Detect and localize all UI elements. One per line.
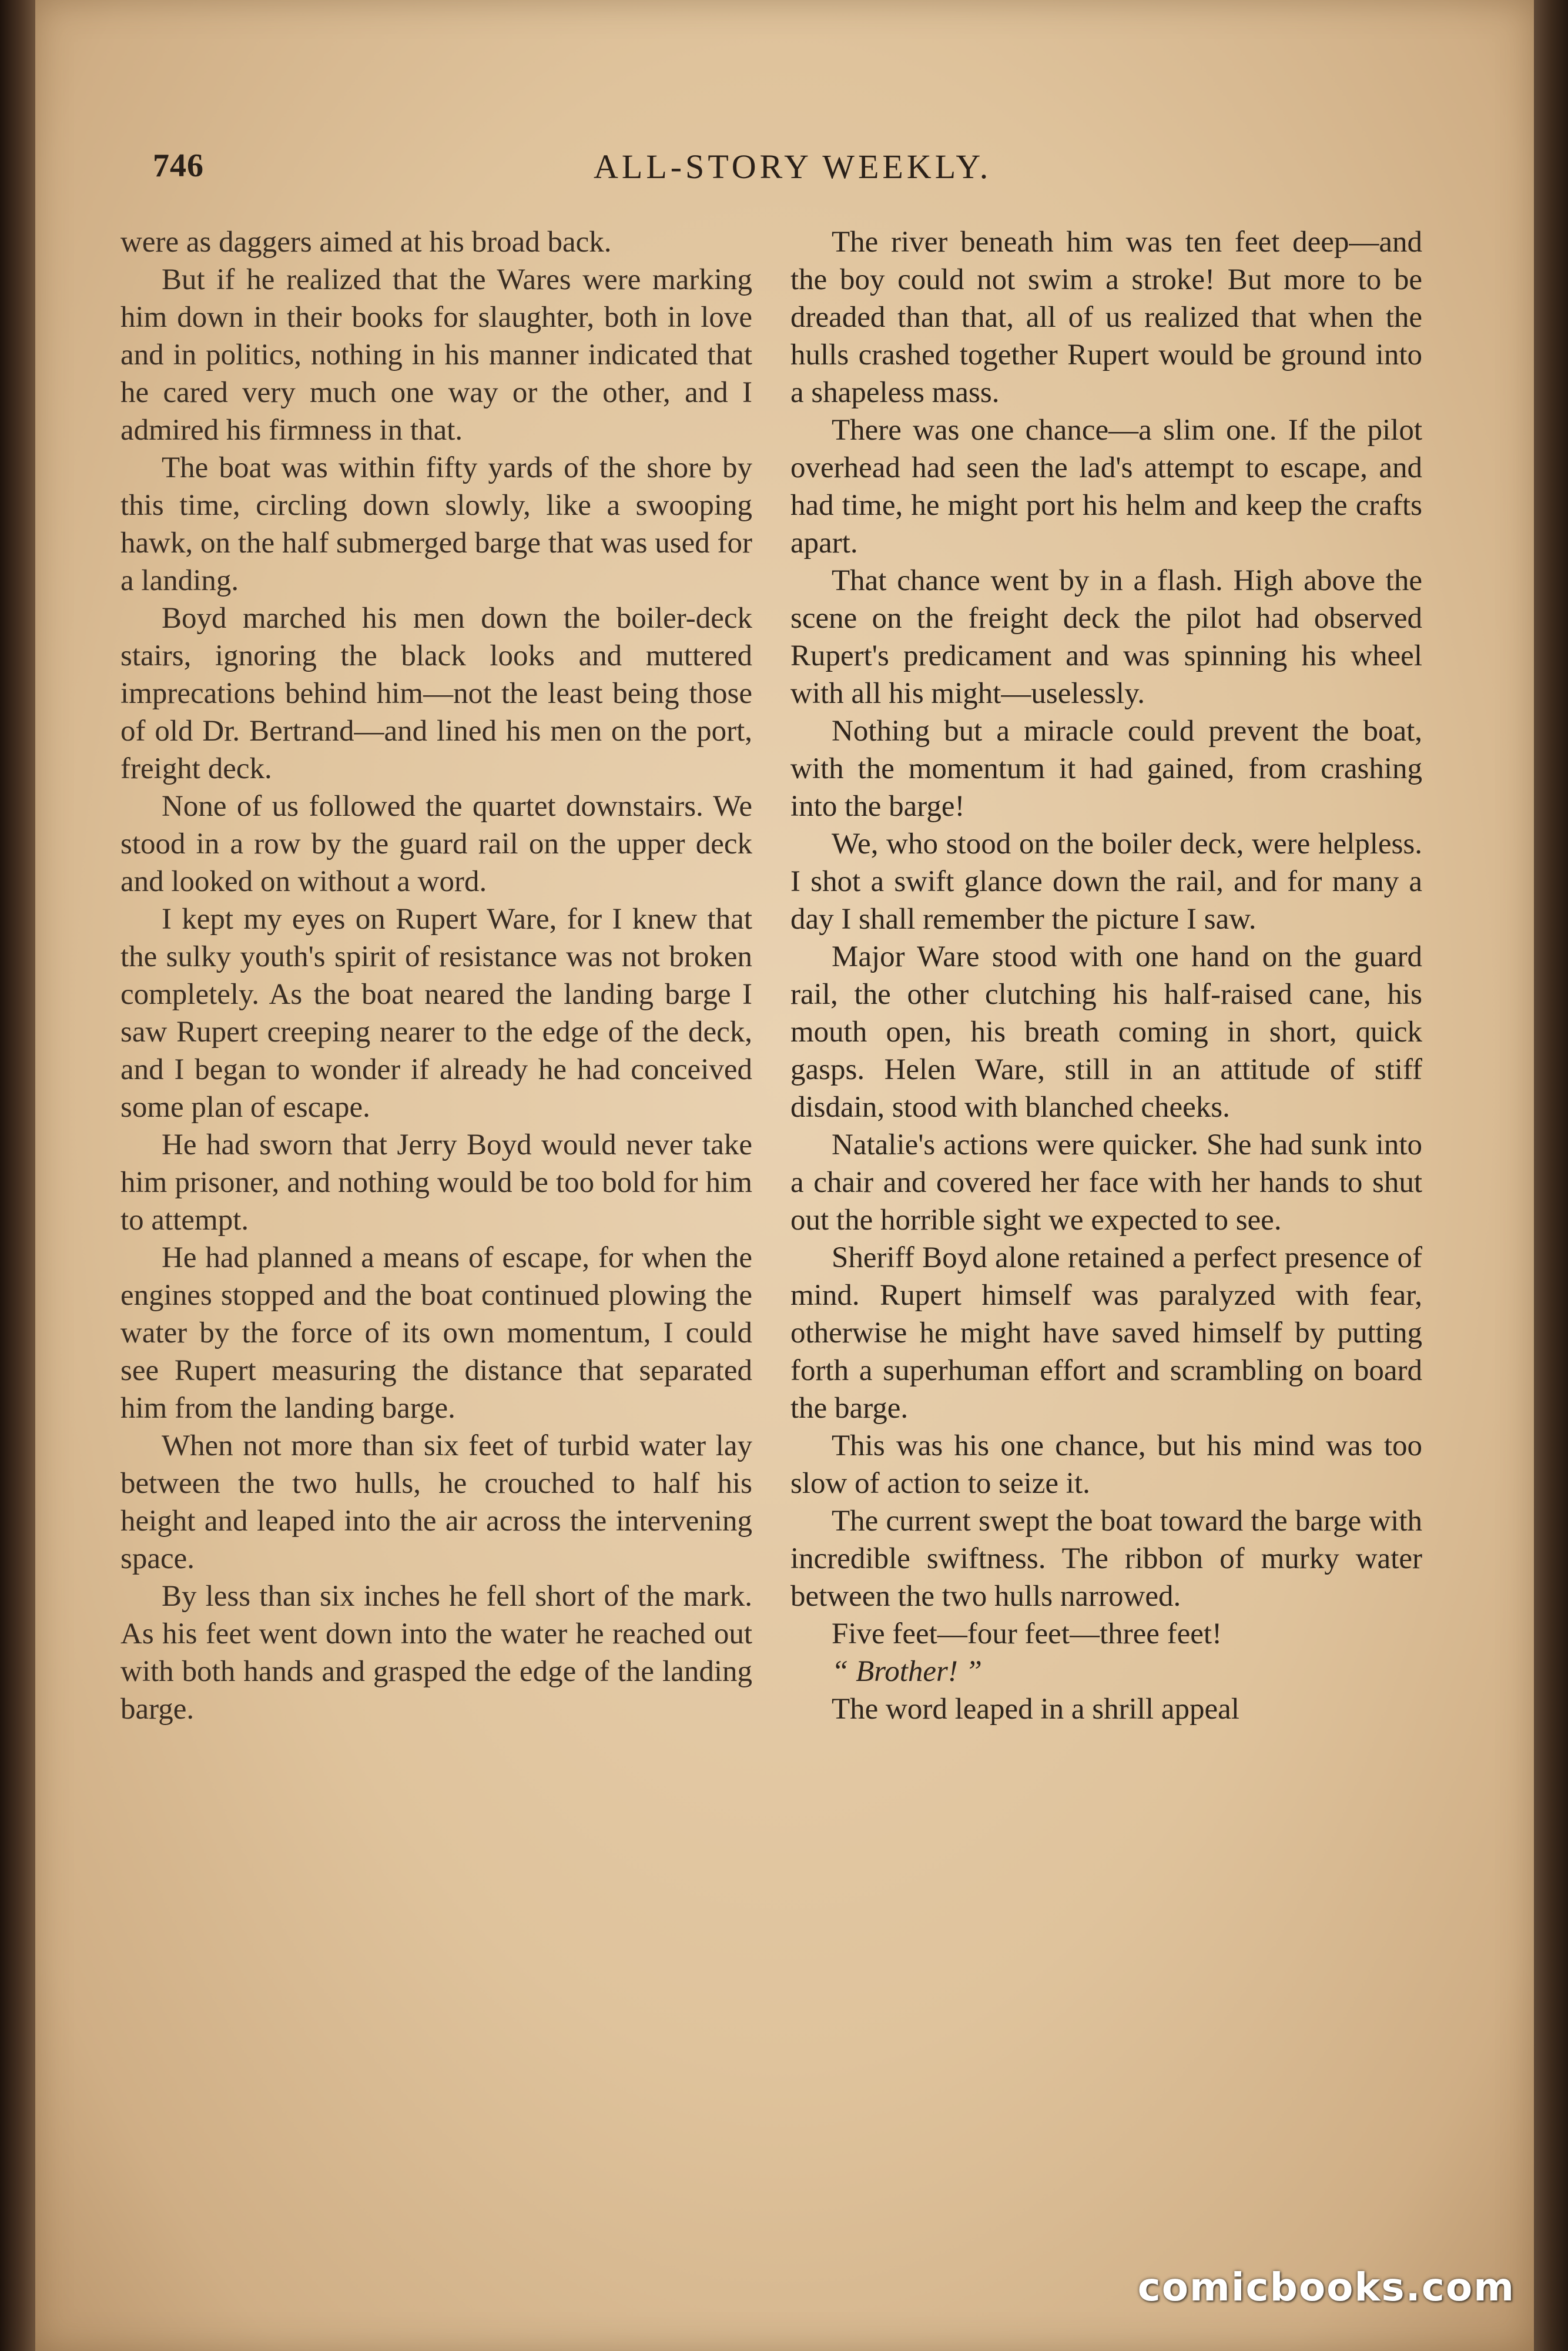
right-column: [790, 223, 1422, 1728]
paragraph: We, who stood on the boiler deck, were helpless. I shot a swift glance down the rail, and for many a day I shall remember the picture I saw.: [790, 828, 1422, 936]
paragraph: That chance went by in a flash. High above the scene on the freight deck the pilot had observed Rupert's predicament and was spinning his wheel with all his might—uselessly.: [790, 564, 1422, 710]
page-number: 746: [153, 148, 204, 184]
paragraph: He had planned a means of escape, for when the engines stopped and the boat continued plowing the water by the force of its own momentum, I could see Rupert measuring the distance that separated him from the landing barge.: [120, 1241, 752, 1425]
paragraph: I kept my eyes on Rupert Ware, for I knew that the sulky youth's spirit of resistance was not broken completely. As the boat neared the landing barge I saw Rupert creeping nearer to the edge of the deck, and I began to wonder if already he had conceived some plan of escape.: [120, 903, 752, 1124]
paragraph: The current swept the boat toward the barge with incredible swiftness. The ribbon of murky water between the two hulls narrowed.: [790, 1505, 1422, 1613]
paragraph: were as daggers aimed at his broad back.: [120, 226, 612, 259]
left-column: [120, 223, 752, 1728]
paragraph: When not more than six feet of turbid water lay between the two hulls, he crouched to half his height and leaped into the air across the intervening space.: [120, 1429, 752, 1575]
paragraph: Major Ware stood with one hand on the guard rail, the other clutching his half-raised cane, his mouth open, his breath coming in short, quick gasps. Helen Ware, still in an attitude of stiff disdain, stood with blanched cheeks.: [790, 940, 1422, 1124]
page-header: [153, 147, 1505, 194]
paragraph: There was one chance—a slim one. If the pilot overhead had seen the lad's attempt to escape, and had time, he might port his helm and keep the crafts apart.: [790, 414, 1422, 560]
running-title: ALL-STORY WEEKLY.: [594, 148, 992, 186]
paragraph: He had sworn that Jerry Boyd would never take him prisoner, and nothing would be too bold for him to attempt.: [120, 1128, 752, 1237]
paragraph: Sheriff Boyd alone retained a perfect presence of mind. Rupert himself was paralyzed with fear, otherwise he might have saved himself by putting forth a superhuman effort and scrambling on board the barge.: [790, 1241, 1422, 1425]
paragraph: None of us followed the quartet downstairs. We stood in a row by the guard rail on the upper deck and looked on without a word.: [120, 790, 752, 898]
paragraph: But if he realized that the Wares were marking him down in their books for slaughter, both in love and in politics, nothing in his manner indicated that he cared very much one way or the other, and I admired his firmness in that.: [120, 263, 752, 447]
paragraph: By less than six inches he fell short of the mark. As his feet went down into the water he reached out with both hands and grasped the edge of the landing barge.: [120, 1580, 752, 1726]
paragraph: Nothing but a miracle could prevent the boat, with the momentum it had gained, from crashing into the barge!: [790, 715, 1422, 823]
paragraph: Boyd marched his men down the boiler-deck stairs, ignoring the black looks and muttered imprecations behind him—not the least being those of old Dr. Bertrand—and lined his men on the port, freight deck.: [120, 602, 752, 785]
dialogue-line: “ Brother! ”: [832, 1655, 982, 1688]
paragraph: This was his one chance, but his mind was too slow of action to seize it.: [790, 1429, 1422, 1500]
watermark-logo: comicbooks.com: [1137, 2265, 1515, 2310]
paragraph: The word leaped in a shrill appeal: [832, 1693, 1239, 1726]
paragraph: Five feet—four feet—three feet!: [832, 1617, 1222, 1650]
paragraph: The boat was within fifty yards of the shore by this time, circling down slowly, like a swooping hawk, on the half submerged barge that was used for a landing.: [120, 451, 752, 597]
paragraph: The river beneath him was ten feet deep—and the boy could not swim a stroke! But more to be dreaded than that, all of us realized that when the hulls crashed together Rupert would be ground into a shapeless mass.: [790, 226, 1422, 409]
paragraph: Natalie's actions were quicker. She had sunk into a chair and covered her face with her hands to shut out the horrible sight we expected to see.: [790, 1128, 1422, 1237]
